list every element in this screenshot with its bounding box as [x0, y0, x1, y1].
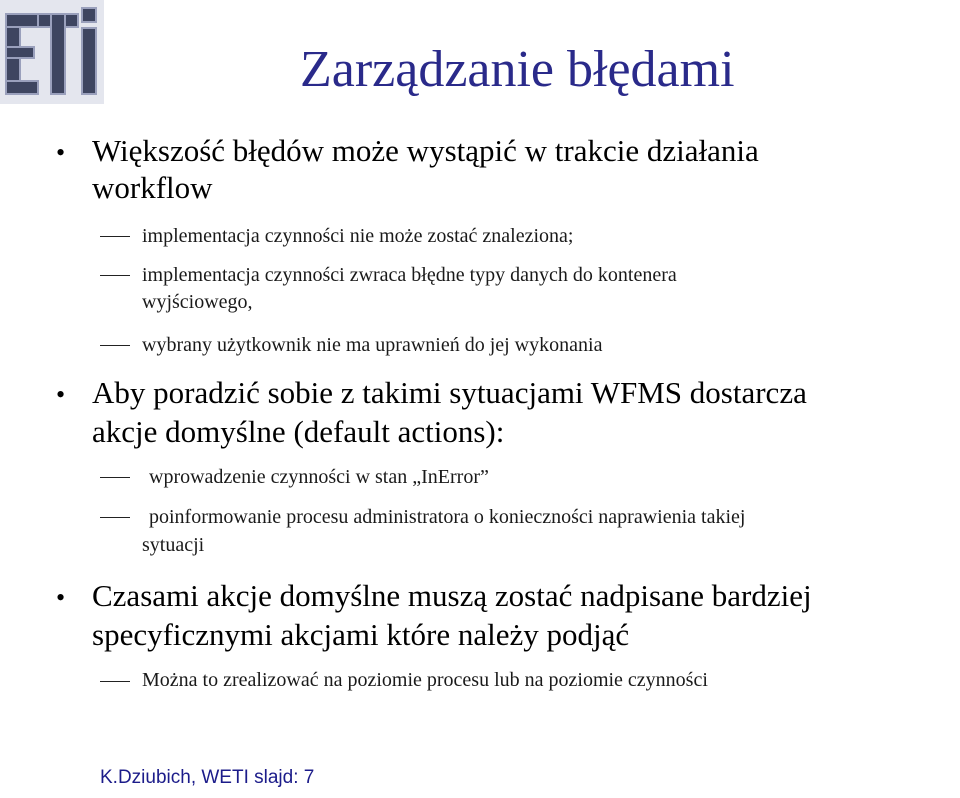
sub-item-text: implementacja czynności nie może zostać znaleziona; — [142, 225, 574, 247]
slide-footer: K.Dziubich, WETI slajd: 7 — [100, 767, 315, 788]
bullet-dot: • — [56, 380, 66, 409]
sub-item-text: wyjściowego, — [142, 291, 253, 313]
slide-title: Zarządzanie błędami — [300, 41, 735, 98]
sub-item-text: wprowadzenie czynności w stan „InError” — [149, 466, 489, 488]
sub-item-dash — [100, 275, 130, 276]
bullet-text: Większość błędów może wystąpić w trakcie działania — [92, 133, 759, 168]
bullet-text: workflow — [92, 170, 213, 205]
sub-item-dash — [100, 681, 130, 682]
bullet-text: akcje domyślne (default actions): — [92, 414, 505, 449]
sub-item-text: sytuacji — [142, 534, 205, 556]
bullet-text: Czasami akcje domyślne muszą zostać nadpisane bardziej — [92, 578, 812, 613]
sub-item-text: implementacja czynności zwraca błędne typy danych do kontenera — [142, 264, 677, 286]
sub-item-dash — [100, 345, 130, 346]
bullet-dot: • — [56, 583, 66, 612]
bullet-dot: • — [56, 138, 66, 167]
sub-item-dash — [100, 477, 130, 478]
bullet-text: specyficznymi akcjami które należy podjąć — [92, 617, 630, 652]
bullet-text: Aby poradzić sobie z takimi sytuacjami WFMS dostarcza — [92, 375, 807, 410]
sub-item-dash — [100, 236, 130, 237]
sub-item-text: Można to zrealizować na poziomie procesu lub na poziomie czynności — [142, 669, 708, 691]
sub-item-text: wybrany użytkownik nie ma uprawnień do jej wykonania — [142, 334, 603, 356]
sub-item-text: poinformowanie procesu administratora o konieczności naprawienia takiej — [149, 506, 746, 528]
sub-item-dash — [100, 517, 130, 518]
